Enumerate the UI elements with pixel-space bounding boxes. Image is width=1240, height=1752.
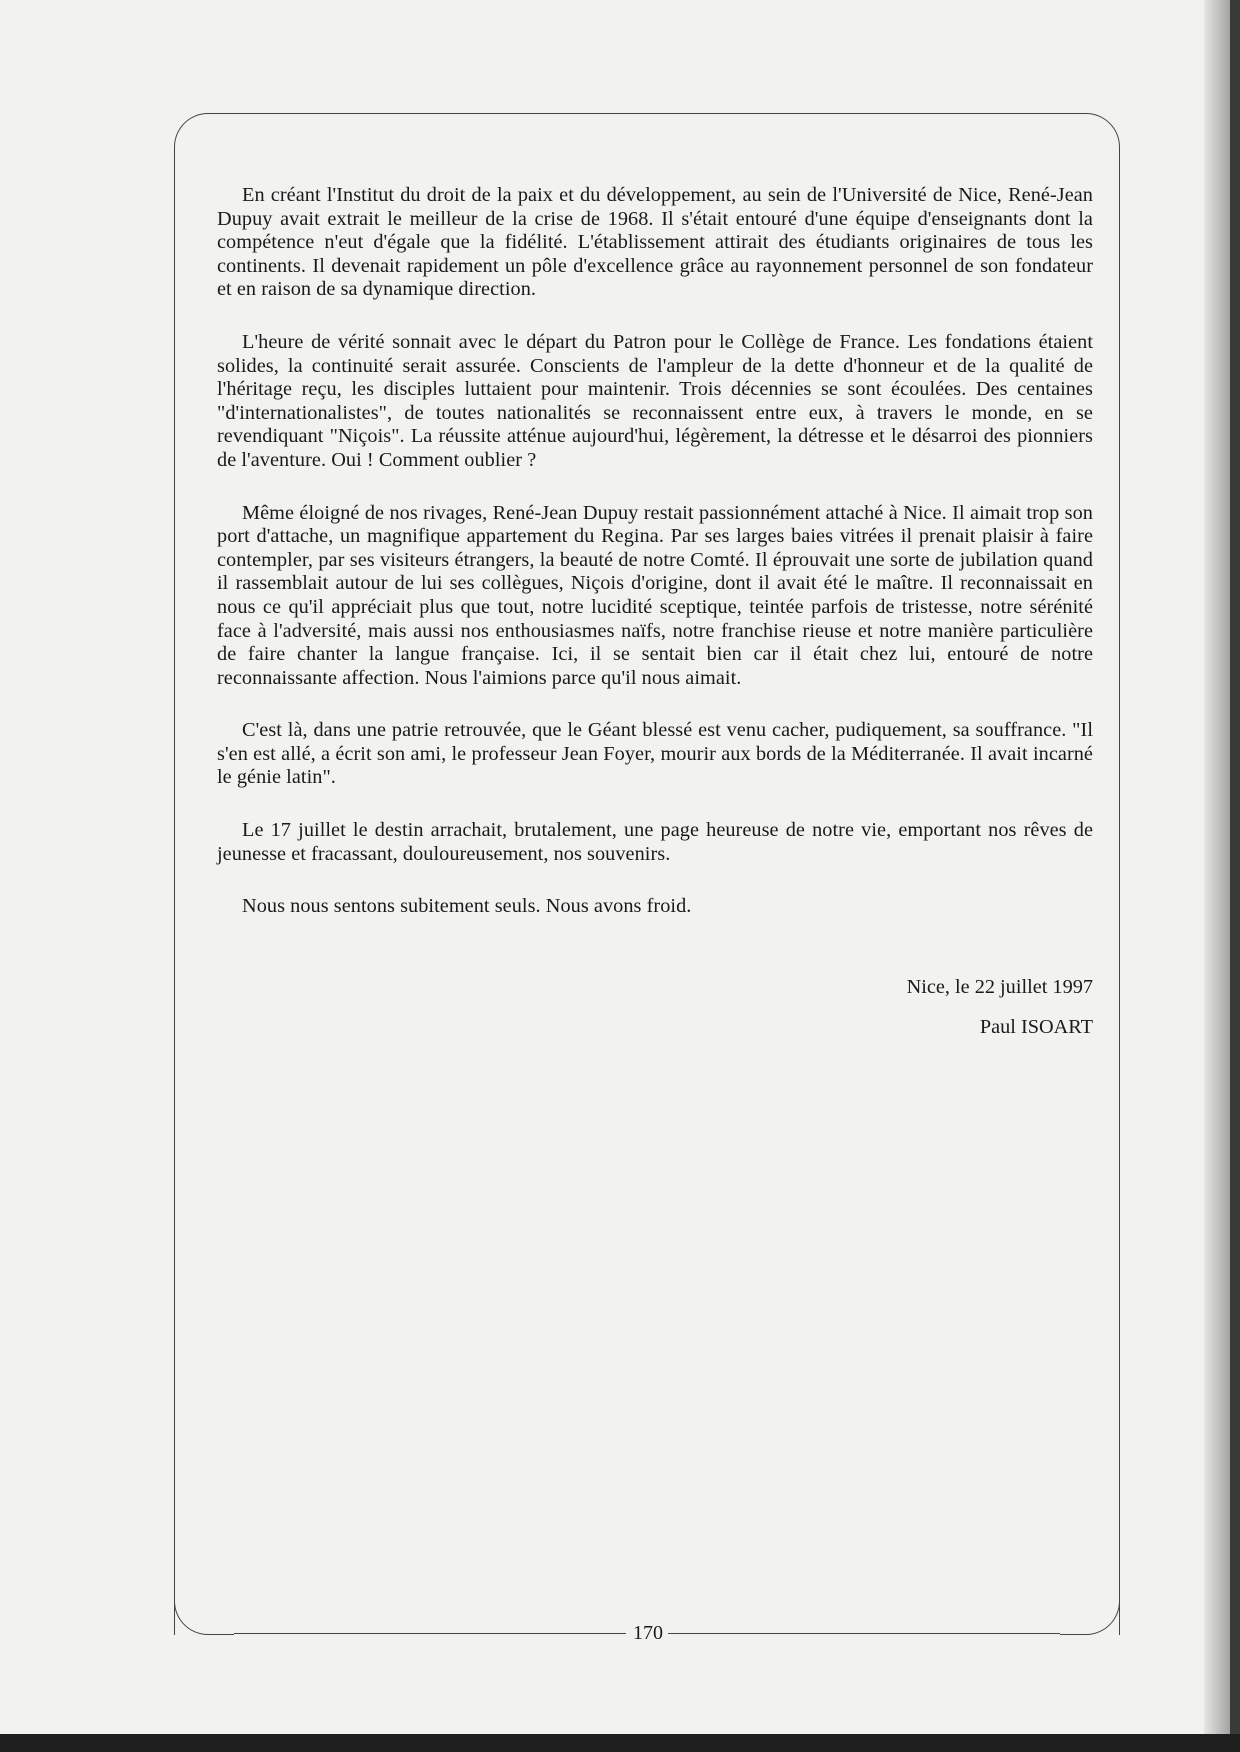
page-number: 170 (633, 1622, 663, 1644)
paragraph-2: L'heure de vérité sonnait avec le départ du Patron pour le Collège de France. Les fondations étaient solides, la continuité serait assurée. Conscients de l'ampleur de la dette d'honneur et de la qualité de l'héritage reçu, les disciples luttaient pour maintenir. Trois décennies se sont écoulées. Des centaines "d'internationalistes", de toutes nationalités se reconnaissent entre eux, à travers le monde, en se revendiquant "Niçois". La réussite atténue aujourd'hui, légèrement, la détresse et le désarroi des pionniers de l'aventure. Oui ! Comment oublier ? (217, 330, 1093, 471)
signature-place-date: Nice, le 22 juillet 1997 (906, 976, 1093, 998)
signature-name: Paul ISOART (979, 1016, 1093, 1038)
paragraph-6: Nous nous sentons subitement seuls. Nous avons froid. (242, 895, 692, 918)
scan-bottom-band (0, 1734, 1240, 1752)
article-body (217, 184, 1093, 948)
paragraph-5: Le 17 juillet le destin arrachait, brutalement, une page heureuse de notre vie, emportant nos rêves de jeunesse et fracassant, douloureusement, nos souvenirs. (217, 819, 1093, 865)
page-frame-bottom-line-left (234, 1633, 626, 1634)
paragraph-4: C'est là, dans une patrie retrouvée, que le Géant blessé est venu cacher, pudiquement, sa souffrance. "Il s'en est allé, a écrit son ami, le professeur Jean Foyer, mourir aux bords de la Méditerranée. Il avait incarné le génie latin". (217, 719, 1093, 789)
page-edge-dark (1230, 0, 1240, 1752)
paragraph-1: En créant l'Institut du droit de la paix et du développement, au sein de l'Université de Nice, René-Jean Dupuy avait extrait le meilleur de la crise de 1968. Il s'était entouré d'une équipe d'enseignants dont la compétence n'eut d'égale que la fidélité. L'établissement attirait des étudiants originaires de tous les continents. Il devenait rapidement un pôle d'excellence grâce au rayonnement personnel de son fondateur et en raison de sa dynamique direction. (217, 184, 1093, 301)
page-frame-bottom-line-right (668, 1633, 1060, 1634)
paragraph-3: Même éloigné de nos rivages, René-Jean Dupuy restait passionnément attaché à Nice. Il aimait trop son port d'attache, un magnifique appartement du Regina. Par ses larges baies vitrées il prenait plaisir à faire contempler, par ses visiteurs étrangers, la beauté de notre Comté. Il éprouvait une sorte de jubilation quand il rassemblait autour de lui ses collègues, Niçois d'origine, dont il avait été le maître. Il reconnaissait en nous ce qu'il appréciait plus que tout, notre lucidité sceptique, teintée parfois de tristesse, notre sérénité face à l'adversité, mais aussi nos enthousiasmes naïfs, notre franchise rieuse et notre manière particulière de faire chanter la langue française. Ici, il se sentait bien car il était chez lui, entouré de notre reconnaissante affection. Nous l'aimions parce qu'il nous aimait. (217, 501, 1093, 689)
